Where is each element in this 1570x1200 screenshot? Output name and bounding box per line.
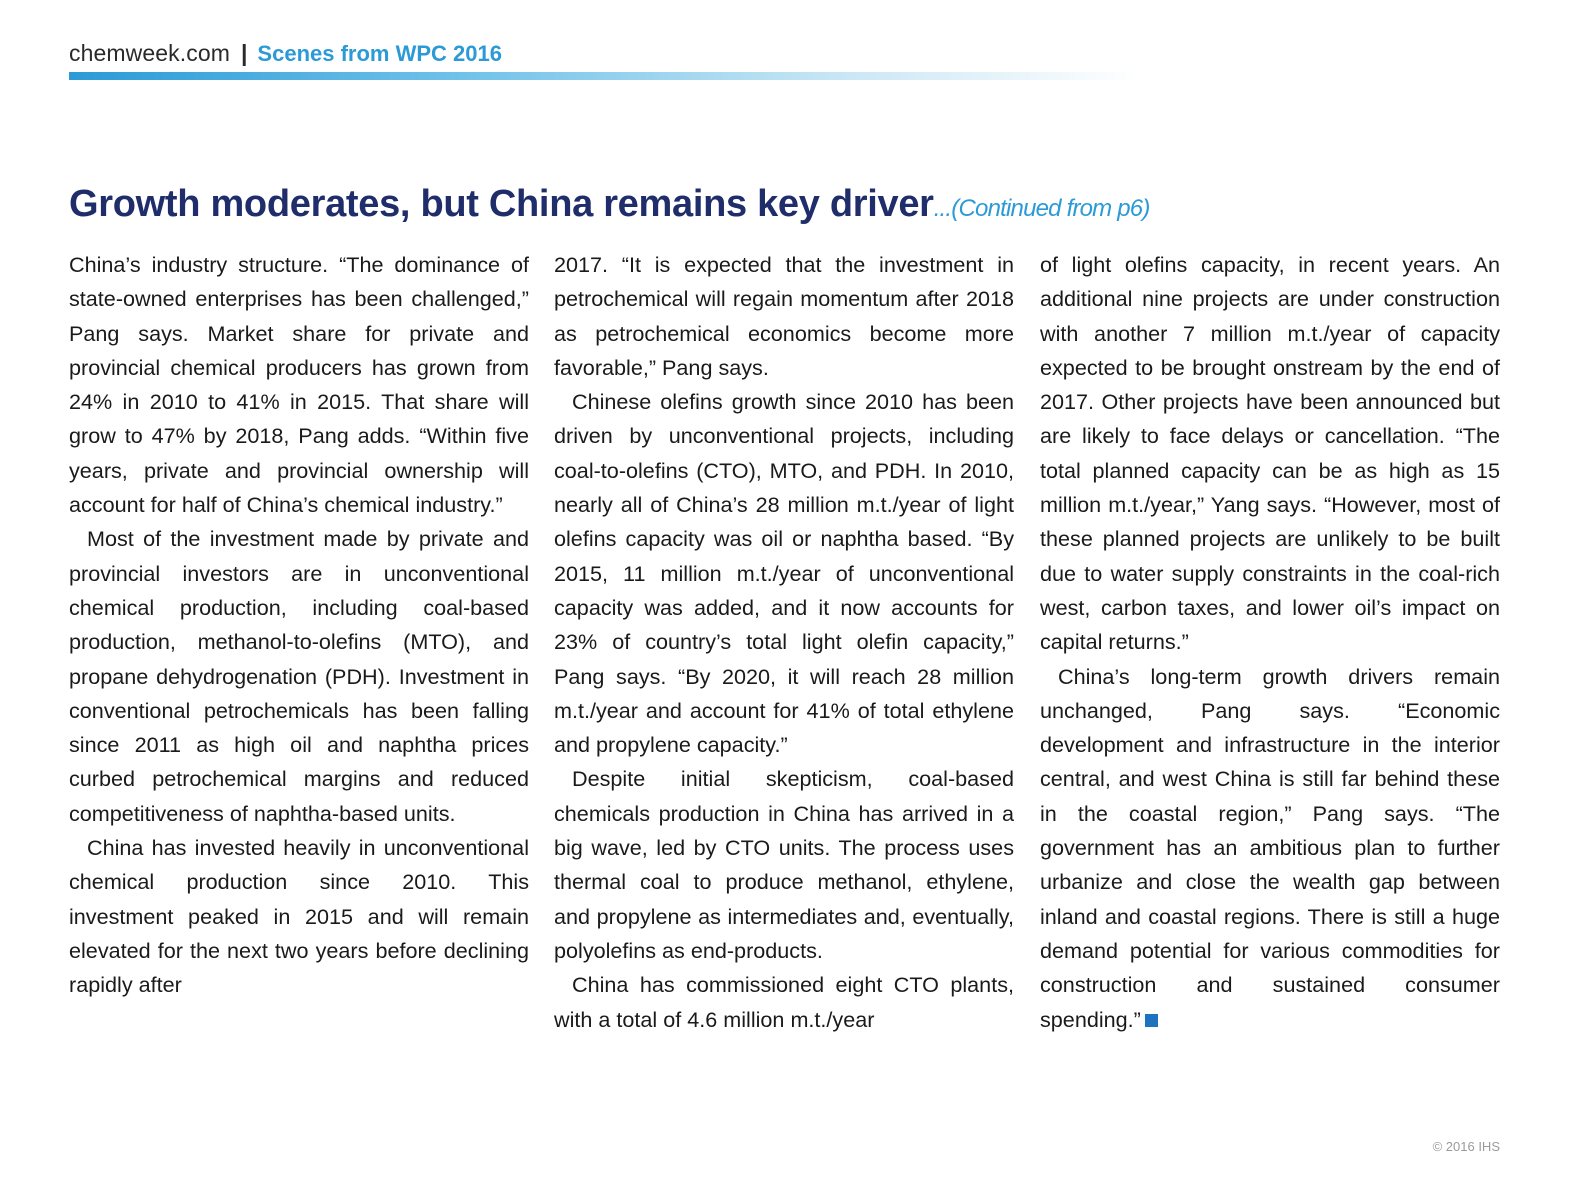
header-separator: |: [240, 40, 248, 66]
paragraph: 2017. “It is expected that the investment in petrochemical will regain momentum after 2018 as petrochemical economics become more favorable,” Pang says.: [554, 252, 1014, 380]
paragraph-final-text: China’s long-term growth drivers remain unchanged, Pang says. “Economic development and infrastructure in the interior central, and west China is still far behind these in the coastal region,” Pang says. “The government has an ambitious plan to further urbanize and close the wealth gap between inland and coastal regions. There is still a huge demand potential for various commodities for construction and sustained consumer spending.”: [1040, 663, 1500, 1032]
section-title: Scenes from WPC 2016: [257, 41, 502, 66]
paragraph: Most of the investment made by private and provincial investors are in unconventional chemical production, including coal-based production, methanol-to-olefins (MTO), and propane dehydrogenation (PDH). Investment in conventional petrochemicals has been falling since 2011 as high oil and naphtha prices curbed petrochemical margins and reduced competitiveness of naphtha-based units.: [69, 526, 529, 826]
paragraph: Despite initial skepticism, coal-based chemicals production in China has arrived in a big wave, led by CTO units. The process uses thermal coal to produce methanol, ethylene, and propylene as intermediates and, eventually, polyolefins as end-products.: [554, 766, 1014, 963]
paragraph: China has commissioned eight CTO plants, with a total of 4.6 million m.t./year: [554, 972, 1014, 1032]
continued-from-link[interactable]: (Continued from p6): [951, 195, 1150, 222]
paragraph: China’s industry structure. “The dominance of state-owned enterprises has been challenged,” Pang says. Market share for private and provincial chemical producers has grown from 24% in 2010 to 41% in 2015. That share will grow to 47% by 2018, Pang adds. “Within five years, private and provincial ownership will account for half of China’s chemical industry.”: [69, 252, 529, 518]
paragraph: of light olefins capacity, in recent years. An additional nine projects are under construction with another 7 million m.t./year of capacity expected to be brought onstream by the end of 2017. Other projects have been announced but are likely to face delays or cancellation. “The total planned capacity can be as high as 15 million m.t./year,” Yang says. “However, most of these planned projects are unlikely to be built due to water supply constraints in the coal-rich west, carbon taxes, and lower oil’s impact on capital returns.”: [1040, 252, 1500, 655]
article-column-3: [1040, 248, 1500, 1037]
headline-text: Growth moderates, but China remains key driver: [69, 183, 934, 225]
article-headline: [69, 183, 1150, 226]
end-of-article-icon: [1145, 1014, 1158, 1027]
header-gradient-rule: [69, 72, 1139, 80]
paragraph: China has invested heavily in unconventional chemical production since 2010. This investment peaked in 2015 and will remain elevated for the next two years before declining rapidly after: [69, 835, 529, 998]
copyright-notice: © 2016 IHS: [1432, 1139, 1500, 1154]
article-column-2: [554, 248, 1014, 1037]
page-header: [69, 40, 502, 72]
paragraph-final: [1040, 660, 1500, 1037]
site-name[interactable]: chemweek.com: [69, 40, 230, 66]
paragraph: Chinese olefins growth since 2010 has been driven by unconventional projects, including coal-to-olefins (CTO), MTO, and PDH. In 2010, nearly all of China’s 28 million m.t./year of light olefins capacity was oil or naphtha based. “By 2015, 11 million m.t./year of unconventional capacity was added, and it now accounts for 23% of country’s total light olefin capacity,” Pang says. “By 2020, it will reach 28 million m.t./year and account for 41% of total ethylene and propylene capacity.”: [554, 389, 1014, 758]
headline-ellipsis: ...: [933, 195, 952, 222]
article-column-1: [69, 248, 529, 1003]
